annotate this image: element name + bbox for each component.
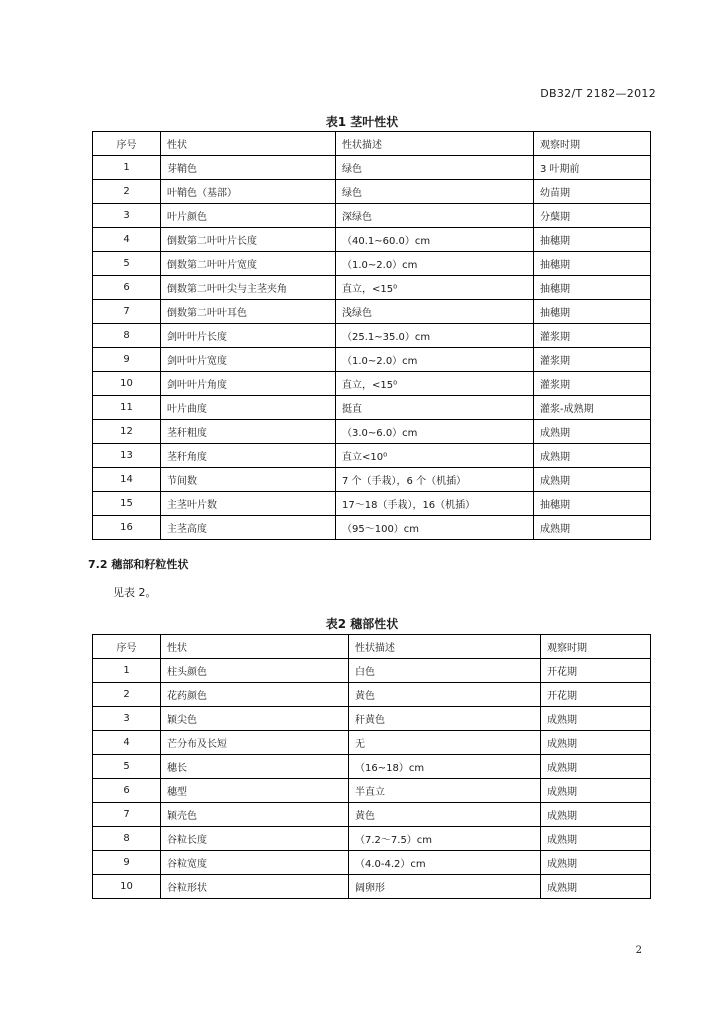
- table-cell: 倒数第二叶叶片宽度: [161, 252, 336, 276]
- table-cell: （3.0~6.0）cm: [336, 420, 534, 444]
- table-cell: 穗长: [161, 755, 349, 779]
- table-cell: 主茎叶片数: [161, 492, 336, 516]
- table-cell: 4: [93, 731, 161, 755]
- table-cell: 分蘖期: [534, 204, 651, 228]
- table-row: [93, 707, 651, 731]
- table2-title: 表2 穗部性状: [325, 617, 399, 631]
- table-cell: 浅绿色: [336, 300, 534, 324]
- table-cell: 无: [349, 731, 541, 755]
- table-cell: 灌浆-成熟期: [534, 396, 651, 420]
- table-cell: 成熟期: [541, 755, 651, 779]
- table-cell: 10: [93, 875, 161, 899]
- table-cell: 开花期: [541, 659, 651, 683]
- table-cell: 15: [93, 492, 161, 516]
- table-cell: 谷粒形状: [161, 875, 349, 899]
- table-cell: 深绿色: [336, 204, 534, 228]
- table-cell: 半直立: [349, 779, 541, 803]
- table-cell: 花药颜色: [161, 683, 349, 707]
- table-row: [93, 683, 651, 707]
- table-cell: 成熟期: [541, 779, 651, 803]
- table-row: [93, 420, 651, 444]
- table-cell: 4: [93, 228, 161, 252]
- table-row: [93, 252, 651, 276]
- table-cell: 成熟期: [541, 707, 651, 731]
- table-cell: 倒数第二叶叶片长度: [161, 228, 336, 252]
- table-cell: 叶鞘色（基部）: [161, 180, 336, 204]
- table-row: [93, 492, 651, 516]
- table-cell: 挺直: [336, 396, 534, 420]
- table-row: [93, 348, 651, 372]
- table-cell: 阔卵形: [349, 875, 541, 899]
- table-cell: 12: [93, 420, 161, 444]
- table-cell: 2: [93, 683, 161, 707]
- column-header: 性状描述: [349, 635, 541, 659]
- table-cell: （1.0~2.0）cm: [336, 252, 534, 276]
- table-header-row: [93, 635, 651, 659]
- table-cell: 黄色: [349, 803, 541, 827]
- table-cell: 绿色: [336, 180, 534, 204]
- table-cell: 13: [93, 444, 161, 468]
- table-cell: （16~18）cm: [349, 755, 541, 779]
- table-cell: 颖壳色: [161, 803, 349, 827]
- table-row: [93, 851, 651, 875]
- table-cell: 7 个（手栽），6 个（机插）: [336, 468, 534, 492]
- column-header: 观察时期: [534, 132, 651, 156]
- table-cell: 成熟期: [541, 731, 651, 755]
- table-row: [93, 755, 651, 779]
- table-row: [93, 324, 651, 348]
- table-row: [93, 180, 651, 204]
- table-cell: （40.1~60.0）cm: [336, 228, 534, 252]
- table-cell: 成熟期: [541, 851, 651, 875]
- table-cell: 7: [93, 300, 161, 324]
- table-cell: 10: [93, 372, 161, 396]
- table-cell: 6: [93, 779, 161, 803]
- table-cell: 直立，<15⁰: [336, 372, 534, 396]
- table-cell: 14: [93, 468, 161, 492]
- column-header: 序号: [93, 132, 161, 156]
- table-row: [93, 156, 651, 180]
- table1-title: 表1 茎叶性状: [325, 115, 399, 129]
- table-row: [93, 803, 651, 827]
- table-cell: 成熟期: [541, 875, 651, 899]
- table-cell: 2: [93, 180, 161, 204]
- table-cell: 8: [93, 827, 161, 851]
- column-header: 性状: [161, 635, 349, 659]
- table-cell: 节间数: [161, 468, 336, 492]
- column-header: 观察时期: [541, 635, 651, 659]
- document-code: DB32/T 2182—2012: [540, 87, 656, 100]
- table-row: [93, 444, 651, 468]
- column-header: 序号: [93, 635, 161, 659]
- table-cell: 17～18（手栽），16（机插）: [336, 492, 534, 516]
- table-cell: 1: [93, 156, 161, 180]
- table-cell: 穗型: [161, 779, 349, 803]
- table-cell: 绿色: [336, 156, 534, 180]
- table-cell: 1: [93, 659, 161, 683]
- column-header: 性状描述: [336, 132, 534, 156]
- table-cell: 直立<10⁰: [336, 444, 534, 468]
- table-row: [93, 204, 651, 228]
- section-heading: 7.2 穗部和籽粒性状: [88, 558, 189, 571]
- table-cell: 16: [93, 516, 161, 540]
- table-cell: 开花期: [541, 683, 651, 707]
- table-cell: 6: [93, 276, 161, 300]
- table-cell: （1.0~2.0）cm: [336, 348, 534, 372]
- table-row: [93, 300, 651, 324]
- table-cell: 3: [93, 204, 161, 228]
- table-cell: 倒数第二叶叶耳色: [161, 300, 336, 324]
- table-cell: 柱头颜色: [161, 659, 349, 683]
- table-cell: 主茎高度: [161, 516, 336, 540]
- table-cell: （4.0-4.2）cm: [349, 851, 541, 875]
- table-row: [93, 827, 651, 851]
- table-cell: 成熟期: [541, 803, 651, 827]
- table-cell: 5: [93, 755, 161, 779]
- table-cell: 秆黄色: [349, 707, 541, 731]
- table-cell: （7.2～7.5）cm: [349, 827, 541, 851]
- table-cell: 抽穗期: [534, 276, 651, 300]
- table-row: [93, 516, 651, 540]
- stem-leaf-traits-table: [92, 131, 651, 540]
- table-cell: 剑叶叶片宽度: [161, 348, 336, 372]
- table-cell: 9: [93, 851, 161, 875]
- table-row: [93, 875, 651, 899]
- table-cell: （25.1~35.0）cm: [336, 324, 534, 348]
- table-cell: 白色: [349, 659, 541, 683]
- table-cell: 剑叶叶片角度: [161, 372, 336, 396]
- table-cell: 芒分布及长短: [161, 731, 349, 755]
- table-cell: 8: [93, 324, 161, 348]
- table-cell: 成熟期: [534, 468, 651, 492]
- table-cell: 3: [93, 707, 161, 731]
- table-cell: 5: [93, 252, 161, 276]
- see-table-text: 见表 2。: [113, 586, 157, 599]
- table-row: [93, 779, 651, 803]
- table-cell: 颖尖色: [161, 707, 349, 731]
- table-cell: 成熟期: [534, 420, 651, 444]
- page-number: 2: [635, 945, 642, 956]
- table-cell: 3 叶期前: [534, 156, 651, 180]
- table-cell: 抽穗期: [534, 252, 651, 276]
- table-cell: 幼苗期: [534, 180, 651, 204]
- table-header-row: [93, 132, 651, 156]
- table-row: [93, 468, 651, 492]
- table-cell: 成熟期: [541, 827, 651, 851]
- table-cell: 剑叶叶片长度: [161, 324, 336, 348]
- table-cell: 谷粒宽度: [161, 851, 349, 875]
- table-cell: 灌浆期: [534, 372, 651, 396]
- table-cell: （95～100）cm: [336, 516, 534, 540]
- table-cell: 叶片颜色: [161, 204, 336, 228]
- table-row: [93, 276, 651, 300]
- table-row: [93, 731, 651, 755]
- column-header: 性状: [161, 132, 336, 156]
- table-cell: 直立，<15⁰: [336, 276, 534, 300]
- table-cell: 叶片曲度: [161, 396, 336, 420]
- table-cell: 芽鞘色: [161, 156, 336, 180]
- table-cell: 黄色: [349, 683, 541, 707]
- panicle-traits-table: [92, 634, 651, 899]
- table-cell: 抽穗期: [534, 228, 651, 252]
- table-row: [93, 659, 651, 683]
- table-cell: 灌浆期: [534, 324, 651, 348]
- table-cell: 成熟期: [534, 516, 651, 540]
- table-cell: 抽穗期: [534, 300, 651, 324]
- table-cell: 11: [93, 396, 161, 420]
- table-cell: 倒数第二叶叶尖与主茎夹角: [161, 276, 336, 300]
- table-cell: 谷粒长度: [161, 827, 349, 851]
- table-row: [93, 396, 651, 420]
- table-cell: 7: [93, 803, 161, 827]
- table-row: [93, 372, 651, 396]
- table-cell: 9: [93, 348, 161, 372]
- table-cell: 抽穗期: [534, 492, 651, 516]
- table-cell: 茎秆角度: [161, 444, 336, 468]
- table-cell: 茎秆粗度: [161, 420, 336, 444]
- table-cell: 成熟期: [534, 444, 651, 468]
- table-row: [93, 228, 651, 252]
- table-cell: 灌浆期: [534, 348, 651, 372]
